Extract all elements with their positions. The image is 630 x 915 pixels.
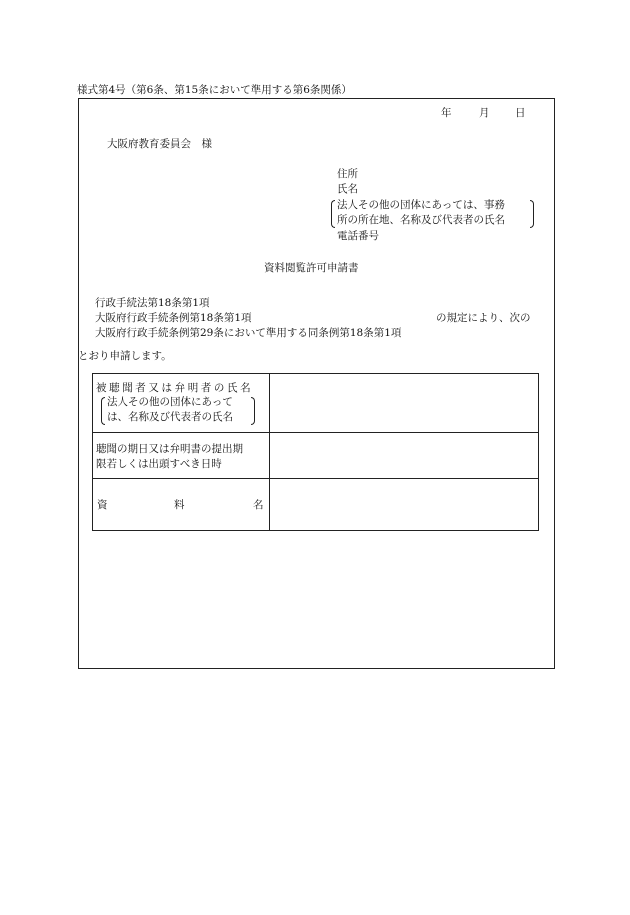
applicant-note-line1: 法人その他の団体にあっては、事務 <box>337 199 505 211</box>
row3-label-char2: 料 <box>174 499 185 511</box>
row2-label-line1: 聴聞の期日又は弁明書の提出期 <box>96 443 243 455</box>
row1-note-line1: 法人その他の団体にあって <box>107 396 233 408</box>
row1-bracket-left <box>101 397 105 425</box>
document-title: 資料閲覧許可申請書 <box>264 262 359 274</box>
table-value-cell-3[interactable] <box>270 479 538 530</box>
note-bracket-right <box>530 200 534 228</box>
body-line2: 大阪府行政手続条例第18条第1項 <box>95 312 252 324</box>
address-label: 住所 <box>337 168 358 180</box>
note-bracket-left <box>331 200 335 228</box>
row1-note-line2: は、名称及び代表者の氏名 <box>107 411 233 423</box>
row3-label-char3: 名 <box>253 499 264 511</box>
table-value-cell-2[interactable] <box>270 433 538 478</box>
row1-bracket-right <box>251 397 255 425</box>
phone-label: 電話番号 <box>337 230 379 242</box>
body-line4: とおり申請します。 <box>78 350 172 362</box>
date-day-label: 日 <box>515 107 526 119</box>
table-value-cell-1[interactable] <box>270 374 538 432</box>
date-year-label: 年 <box>441 107 452 119</box>
addressee: 大阪府教育委員会 様 <box>107 138 212 150</box>
name-label: 氏名 <box>337 183 358 195</box>
body-line3: 大阪府行政手続条例第29条において準用する同条例第18条第1項 <box>95 327 402 339</box>
body-line2-tail: の規定により、次の <box>436 312 531 324</box>
row3-label-char1: 資 <box>97 499 108 511</box>
row1-label: 被聴聞者又は弁明者の氏名 <box>96 382 254 394</box>
body-line1: 行政手続法第18条第1項 <box>95 297 210 309</box>
row2-label-line2: 限若しくは出頭すべき日時 <box>96 458 222 470</box>
date-month-label: 月 <box>479 107 490 119</box>
form-number: 様式第4号（第6条、第15条において準用する第6条関係） <box>77 84 352 96</box>
applicant-note-line2: 所の所在地、名称及び代表者の氏名 <box>337 214 505 226</box>
